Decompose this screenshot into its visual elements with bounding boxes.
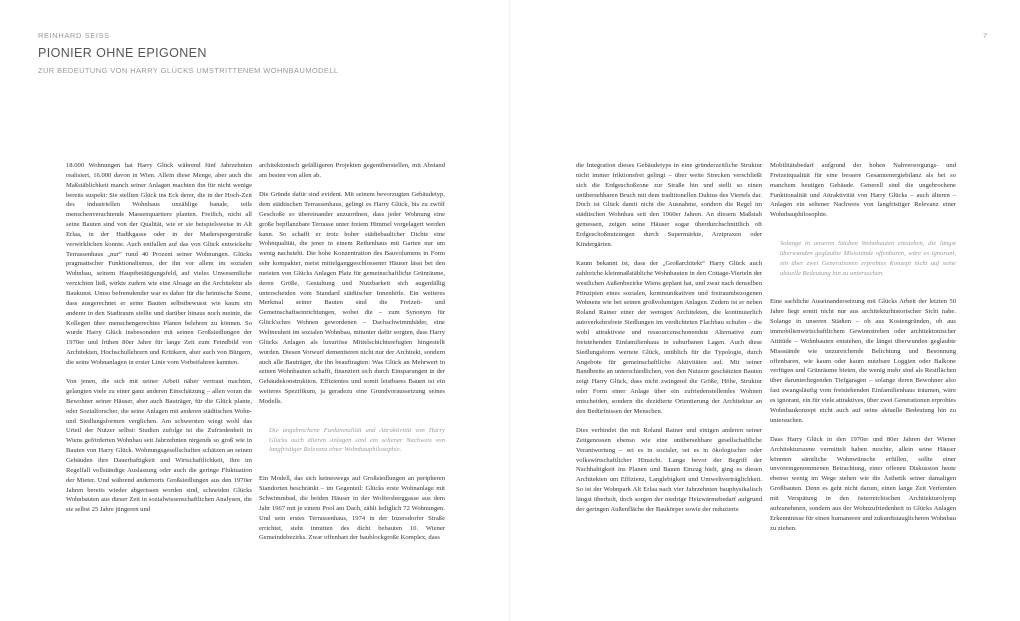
pull-quote: Solange in unseren Städten Wohnbauten entstehen, die längst überwunden geglaubte Missstände offenbaren, wäre es ignorant, ein über zwei Generationen erprobtes Konzept nicht auf seine aktuelle Bedeutung hin zu untersuchen. bbox=[780, 240, 956, 277]
pull-quote: Die ungebrochene Funktionalität und Attraktivität von Harry Glücks auch älteren Anlagen sind ein seltener Nachweis von langfristiger Relevanz einer Wohnbauphilosophie. bbox=[269, 426, 445, 454]
paragraph: Mobilitätsbedarf aufgrund der hohen Nahversorgungs- und Freizeitqualität für eine bessere Gesamtenergiebilanz als bei so manchem heutigen Gebäude. Generell sind die ungebrochene Funktionalität und Attraktivität von Harry Glücks – auch älteren – Anlagen ein seltener Nachweis von langfristiger Relevanz einer Wohnbauphilosophie. bbox=[770, 162, 956, 219]
paragraph: Ein Modell, das sich keineswegs auf Großsiedlungen an peripheren Standorten beschränkt – im Gegenteil: Glücks erste Wohnanlage mit Schwimmbad, die beiden Häuser in der Wolfersberggasse aus dem Jahr 1967 mit je einem Pool am Dach, zählt lediglich 72 Wohnungen. Und sein erstes Terrassenhaus, 1974 in der Inzersdorfer Straße errichtet, steht inmitten des dicht bebauten 10. Wiener Gemeindebezirks. Zwar offenbart der baublockgroße Komplex, dass bbox=[259, 475, 445, 542]
page-gutter bbox=[509, 0, 510, 621]
article-title: PIONIER OHNE EPIGONEN bbox=[38, 46, 207, 60]
paragraph: Dies verbindet ihn mit Roland Rainer und einigen anderen seiner Zeitgenossen ebenso wie eine unübersehbare gesellschaftliche Verantwortung – sei es in sozialer, sei es in ökologischer oder volkswirtschaftlicher Hinsicht. Lange bevor der Begriff der Nachhaltigkeit ins Planen und Bauen Einzug hielt, ging es diesen Architekten um Effizienz, Langlebigkeit und Umweltverträglichkeit. So ist der Wohnpark Alt Erlaa nach vier Jahrzehnten bauphysikalisch längst überholt, doch sorgen der niedrige Heizwärmebedarf aufgrund der geringen Außenfläche der Baukörper sowie der reduzierte bbox=[576, 427, 762, 513]
paragraph: Dass Harry Glück in den 1970er und 80er Jahren der Wiener Architekturszene vermittelt haben mochte, allein seine Häuser könnten sämtliche Wohnwünsche erfüllen, sollte einer unvoreingenommenen Betrachtung, einer offenen Diskussion heute ebenso wenig im Wege stehen wie die Ästhetik seiner damaligen Großbauten. Denn es geht nicht darum, einen lange Zeit Verfemten mit Verspätung in den österreichischen Architekturolymp aufzunehmen, sondern aus der Wohnzufriedenheit in Glücks Anlagen Erkenntnisse für einen humaneren und zukunftstauglicheren Wohnbau zu ziehen. bbox=[770, 435, 956, 532]
article-subtitle: ZUR BEDEUTUNG VON HARRY GLÜCKS UMSTRITTENEM WOHNBAUMODELL bbox=[38, 66, 339, 75]
paragraph: 18.000 Wohnungen hat Harry Glück während fünf Jahrzehnten realisiert, 16.000 davon in Wien. Allein diese Menge, aber auch die Maßstäblichkeit manch seiner Anlagen machten ihn für nicht wenige bereits suspekt: Sie stellten Glück ins Eck derer, die in der Hoch-Zeit des industriellen Wohnbaus unzählige banale, teils menschenverachtende Massenquartiere planten. Freilich, nicht all seine Bauten sind von der Qualität, wie er sie beispielsweise in Alt Erlaa, in der Hadikgasse oder in der Maderspergerstraße verwirklichen konnte. Auch entfallen auf das von Glück entwickelte Terrassenhaus „nur“ rund 40 Prozent seiner Wohnungen. Glücks pragmatischer Funktionalismus, der ihn vor allem im sozialen Wohnbau, seinem Hauptbetätigungsfeld, auf vieles Unwesentliche verzichten ließ, wirkte zudem wie eine Absage an die Architektur als Baukunst. Umso befremdender war es daher für die heimische Szene, dass ausgerechnet er seine Bauten selbstbewusst wie kaum ein anderer in den Stadtraum stellte und darüber hinaus noch meinte, die Kollegen über menschengerechtes Planen belehren zu können. So wurde Harry Glück insbesondere mit seinen Großsiedlungen der 1970er und frühen 80er Jahre für lange Zeit zum Feindbild von Architekten, Hochschullehrern und Kritikern, aber auch von Bürgern, die seine Wohnanlagen in erster Linie vom Vorbeifahren kannten. bbox=[66, 162, 252, 366]
paragraph: Von jenen, die sich mit seiner Arbeit näher vertraut machten, gelangten viele zu einer ganz anderen Einschätzung – allen voran die Bewohner seiner Häuser, aber auch Bauträger, für die Glück plante, oder Sozialforscher, die seine Anlagen mit anderen städtischen Wohn- und Siedlungsformen verglichen. Am schwersten wiegt wohl das Urteil der Nutzer selbst: Studien zufolge ist die Zufriedenheit in Wiens geförderten Wohnbau seit Jahrzehnten nirgends so groß wie in Bauten von Harry Glück. Wohnungsgesellschaften schätzen an seinen Gebäuden ihre Dauerhaftigkeit und Wirtschaftlichkeit, ihre im Regelfall vollständige Auslastung oder auch die geringe Fluktuation der Mieter. Und während andernorts Großsiedlungen aus den 1970er Jahren bereits wieder abgerissen worden sind, schneiden Glücks Wohnbauten aus dieser Zeit in sozialwissenschaftlichen Analysen, die sie selbst 25 Jahre jüngeren und bbox=[66, 378, 252, 514]
text-column-3 bbox=[576, 161, 762, 524]
text-column-2 bbox=[259, 161, 445, 553]
text-column-4 bbox=[770, 161, 956, 543]
text-column-1 bbox=[66, 161, 252, 525]
paragraph: Eine sachliche Auseinandersetzung mit Glücks Arbeit der letzten 50 Jahre liegt somit nicht nur aus architekturhistorischer Sicht nahe. Solange in unseren Städten – ob aus Kostengründen, ob aus immobilienwirtschaftlichem Gewinnstreben oder architektonischer Attitüde – Wohnbauten entstehen, die längst überwunden geglaubte Missstände wie unzureichende Belichtung und Besonnung offenbaren, wie kaum oder kaum nutzbare Loggien oder Balkone verfügen und Grünräume bieten, die wenig mehr sind als Restflächen über darunterliegenden Tiefgaragen – solange deren Bewohner also fast zwangsläufig vom freistehenden Einfamilienhaus träumen, wäre es ignorant, ein für viele attraktives, über zwei Generationen erprobtes Wohnbaukonzept nicht auch auf seine aktuelle Bedeutung hin zu untersuchen. bbox=[770, 298, 956, 424]
paragraph: architektonisch gefälligeren Projekten gegenüberstellen, mit Abstand am besten von allen ab. bbox=[259, 162, 445, 179]
page-number: 7 bbox=[983, 31, 988, 40]
paragraph: die Integration dieses Gebäudetyps in eine gründerzeitliche Struktur nicht immer friktionsfrei gelingt – über weite Strecken verschließt sich die Erdgeschoßzone zur Straße hin und stellt so einen unübersehbaren Bruch mit dem traditionellen Duktus des Viertels dar. Doch ist Glück damit nicht die Ausnahme, sondern die Regel im städtischen Wohnbau seit den 1960er Jahren. An diesem Maßstab gemessen, zeigen seine Häuser sogar überdurchschnittlich oft Erdgeschoßnutzungen durch Supermärkte, Arztpraxen oder Kindergärten. bbox=[576, 162, 762, 248]
paragraph: Kaum bekannt ist, dass der „Großarchitekt“ Harry Glück auch zahlreiche kleinmaßstäbliche Wohnbauten in den Cottage-Vierteln der westlichen Außenbezirke Wiens geplant hat, und zwar nach denselben Prinzipien eines sozialen, kommunikativen und freiraumbezogenen Wohnens wie bei seinen großvolumigen Anlagen. Zudem ist er neben Roland Rainer einer der wenigen Architekten, die kontinuierlich autoverkehrsfreie Siedlungen im verdichteten Flachbau schufen – die wohl attraktivste und ressourcenschonendste Alternative zum freistehenden Einfamilienhaus in suburbanen Lagen. Auch diese Siedlungsform wertete Glück, unüblich für die Typologie, durch Angebote für gemeinschaftliche Aktivitäten auf. Mit seiner Bandbreite an unterschiedlichen, von den Nutzern geschätzten Bauten zeigt Harry Glück, dass nicht zwingend die Größe, Höhe, Struktur oder Form einer Anlage über ein zufriedenstellendes Wohnen entscheiden, sondern die dezidierte Orientierung der Architektur an den Bedürfnissen der Menschen. bbox=[576, 260, 762, 415]
author-name: REINHARD SEISS bbox=[38, 31, 110, 40]
paragraph: Die Gründe dafür sind evident. Mit seinem bevorzugten Gebäudetyp, dem städtischen Terrassenhaus, gelingt es Harry Glück, bis zu zwölf Geschoße so übereinander anzuordnen, dass jeder Wohnung eine große bepflanzbare Terrasse unter freiem Himmel vorgelagert werden kann. So schafft er trotz hoher städtebaulicher Dichte eine Wohnqualität, die jener in einem Reihenhaus mit Garten nur um wenig nachsteht. Die hohe Konzentration des Bauvolumens in Form sehr kompakter, meist mittelganggeschlossener Häuser lässt bei den meisten von Glücks Anlagen Platz für gemeinschaftliche Grünräume, deren Größe, Gestaltung und Nutzbarkeit sich augenfällig unterscheiden vom Standard städtischer Innenhöfe. Ein weiteres Merkmal seiner Bauten sind die Freizeit- und Gemeinschaftseinrichtungen, wobei die – zum Synonym für Glück'sches Wohnen gewordenen – Dachschwimmbäder, eine Weltneuheit im sozialen Wohnbau, mitunter dafür sorgten, dass Harry Glücks Anlagen als luxuriöse Mittelschichtsrefugien hingestellt wurden. Diesen Vorwurf dementieren nicht nur der Architekt, sondern auch alle Bauträger, die ihn beauftragten: Was Glück an Mehrwert in seinen Wohnbauten schafft, finanziert sich durch Einsparungen in der Gebäudekonstruktion. Effizientes und somit leistbares Bauen ist ein weiteres Spezifikum, ja geradezu eine Grundvoraussetzung seines Modells. bbox=[259, 191, 445, 405]
